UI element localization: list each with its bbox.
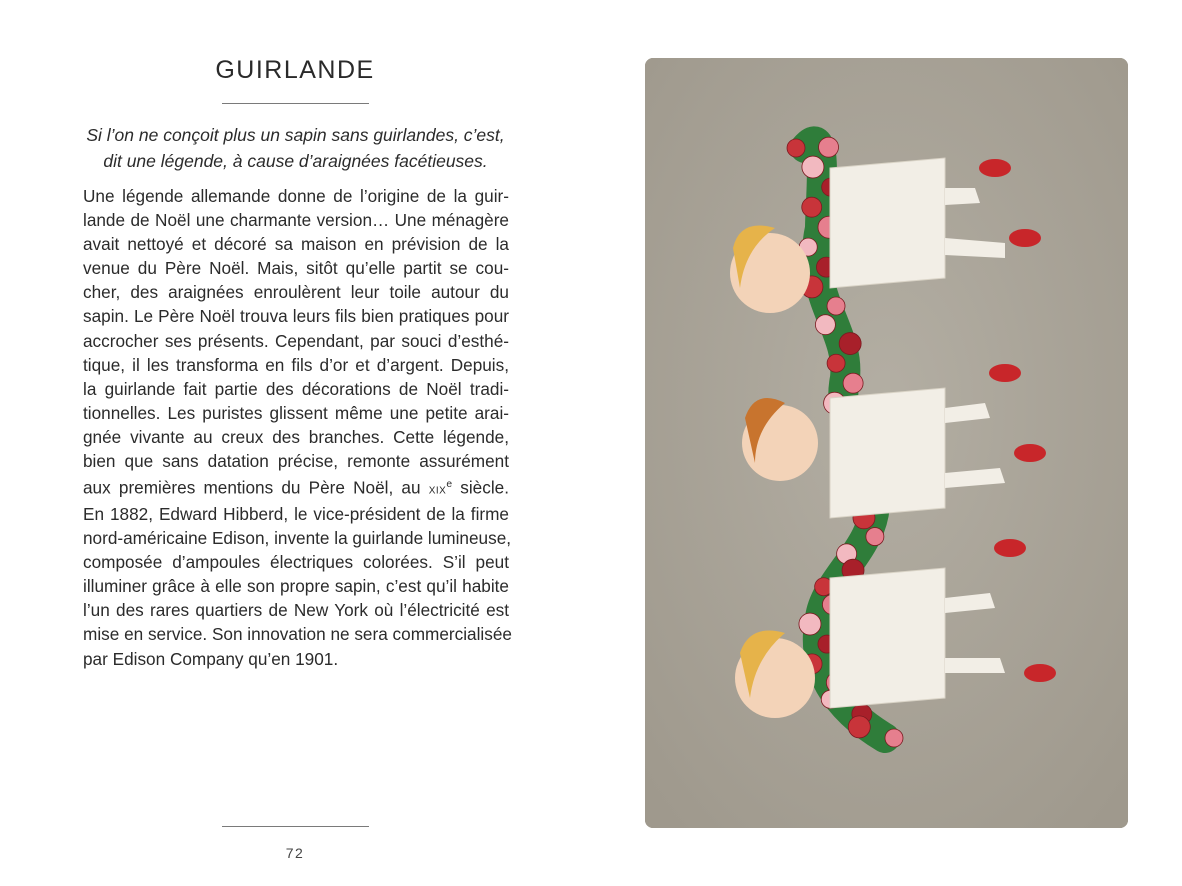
rose-flower [799, 613, 821, 635]
century-numeral: xix [428, 481, 447, 498]
body-line: accrocher ses présents. Cependant, par souci d’esthé- [83, 330, 509, 351]
rose-flower [848, 716, 870, 738]
body-line: venue du Père Noël. Mais, sitôt qu’elle partit se cou- [83, 258, 509, 279]
rose-flower [802, 197, 822, 217]
body-line: la guirlande fait partie des décorations de Noël tradi- [83, 378, 509, 399]
body-line: lande de Noël une charmante version… Une ménagère [83, 210, 509, 231]
text-page [0, 0, 590, 886]
page-number: 72 [285, 845, 305, 861]
body-line: par Edison Company qu’en 1901. [83, 648, 339, 669]
body-line-text: aux premières mentions du Père Noël, au [83, 477, 429, 498]
body-line: illuminer grâce à elle son propre sapin, c’est qu’il habite [83, 576, 509, 597]
page-title: GUIRLANDE [215, 56, 375, 84]
title-divider [222, 103, 369, 104]
rose-flower [787, 139, 805, 157]
body-line [83, 473, 509, 502]
body-line: tique, il les transforma en fils d’or et d’argent. Depuis, [83, 354, 509, 375]
body-line: gnée vivante au creux des branches. Cette légende, [83, 426, 509, 447]
body-line: tionnelles. Les puristes glissent même une petite arai- [83, 402, 509, 423]
body-line: sapin. Le Père Noël trouva leurs fils bien pratiques pour [83, 306, 509, 327]
intro-line: Si l’on ne conçoit plus un sapin sans guirlandes, c’est, [86, 125, 505, 145]
rose-flower [839, 333, 861, 355]
girls-with-garland-image [645, 58, 1128, 828]
body-line: En 1882, Edward Hibberd, le vice-président de la firme [83, 503, 509, 524]
body-line: nord-américaine Edison, invente la guirlande lumineuse, [83, 528, 512, 549]
rose-flower [819, 137, 839, 157]
century-tail: siècle. [452, 477, 509, 498]
vintage-postcard-illustration [645, 58, 1128, 828]
body-line: bien que sans datation précise, remonte assurément [83, 451, 509, 472]
body-line: cher, des araignées enroulèrent leur toile autour du [83, 282, 509, 303]
body-line: avait nettoyé et décoré sa maison en prévision de la [83, 234, 509, 255]
footer-divider [222, 826, 369, 827]
rose-flower [827, 297, 845, 315]
intro-line: dit une légende, à cause d’araignées facétieuses. [103, 151, 488, 171]
body-line: composée d’ampoules électriques colorées. S’il peut [83, 552, 509, 573]
rose-flower [815, 315, 835, 335]
intro-italic [82, 122, 509, 174]
rose-flower [885, 729, 903, 747]
rose-flower [866, 528, 884, 546]
rose-flower [843, 373, 863, 393]
rose-flower [827, 354, 845, 372]
body-line: mise en service. Son innovation ne sera commercialisée [83, 624, 512, 645]
century-suffix: e [446, 479, 453, 491]
body-line: l’un des rares quartiers de New York où l’électricité est [83, 600, 509, 621]
body-line: Une légende allemande donne de l’origine de la guir- [83, 186, 509, 206]
rose-flower [802, 156, 824, 178]
body-paragraph [83, 184, 512, 671]
